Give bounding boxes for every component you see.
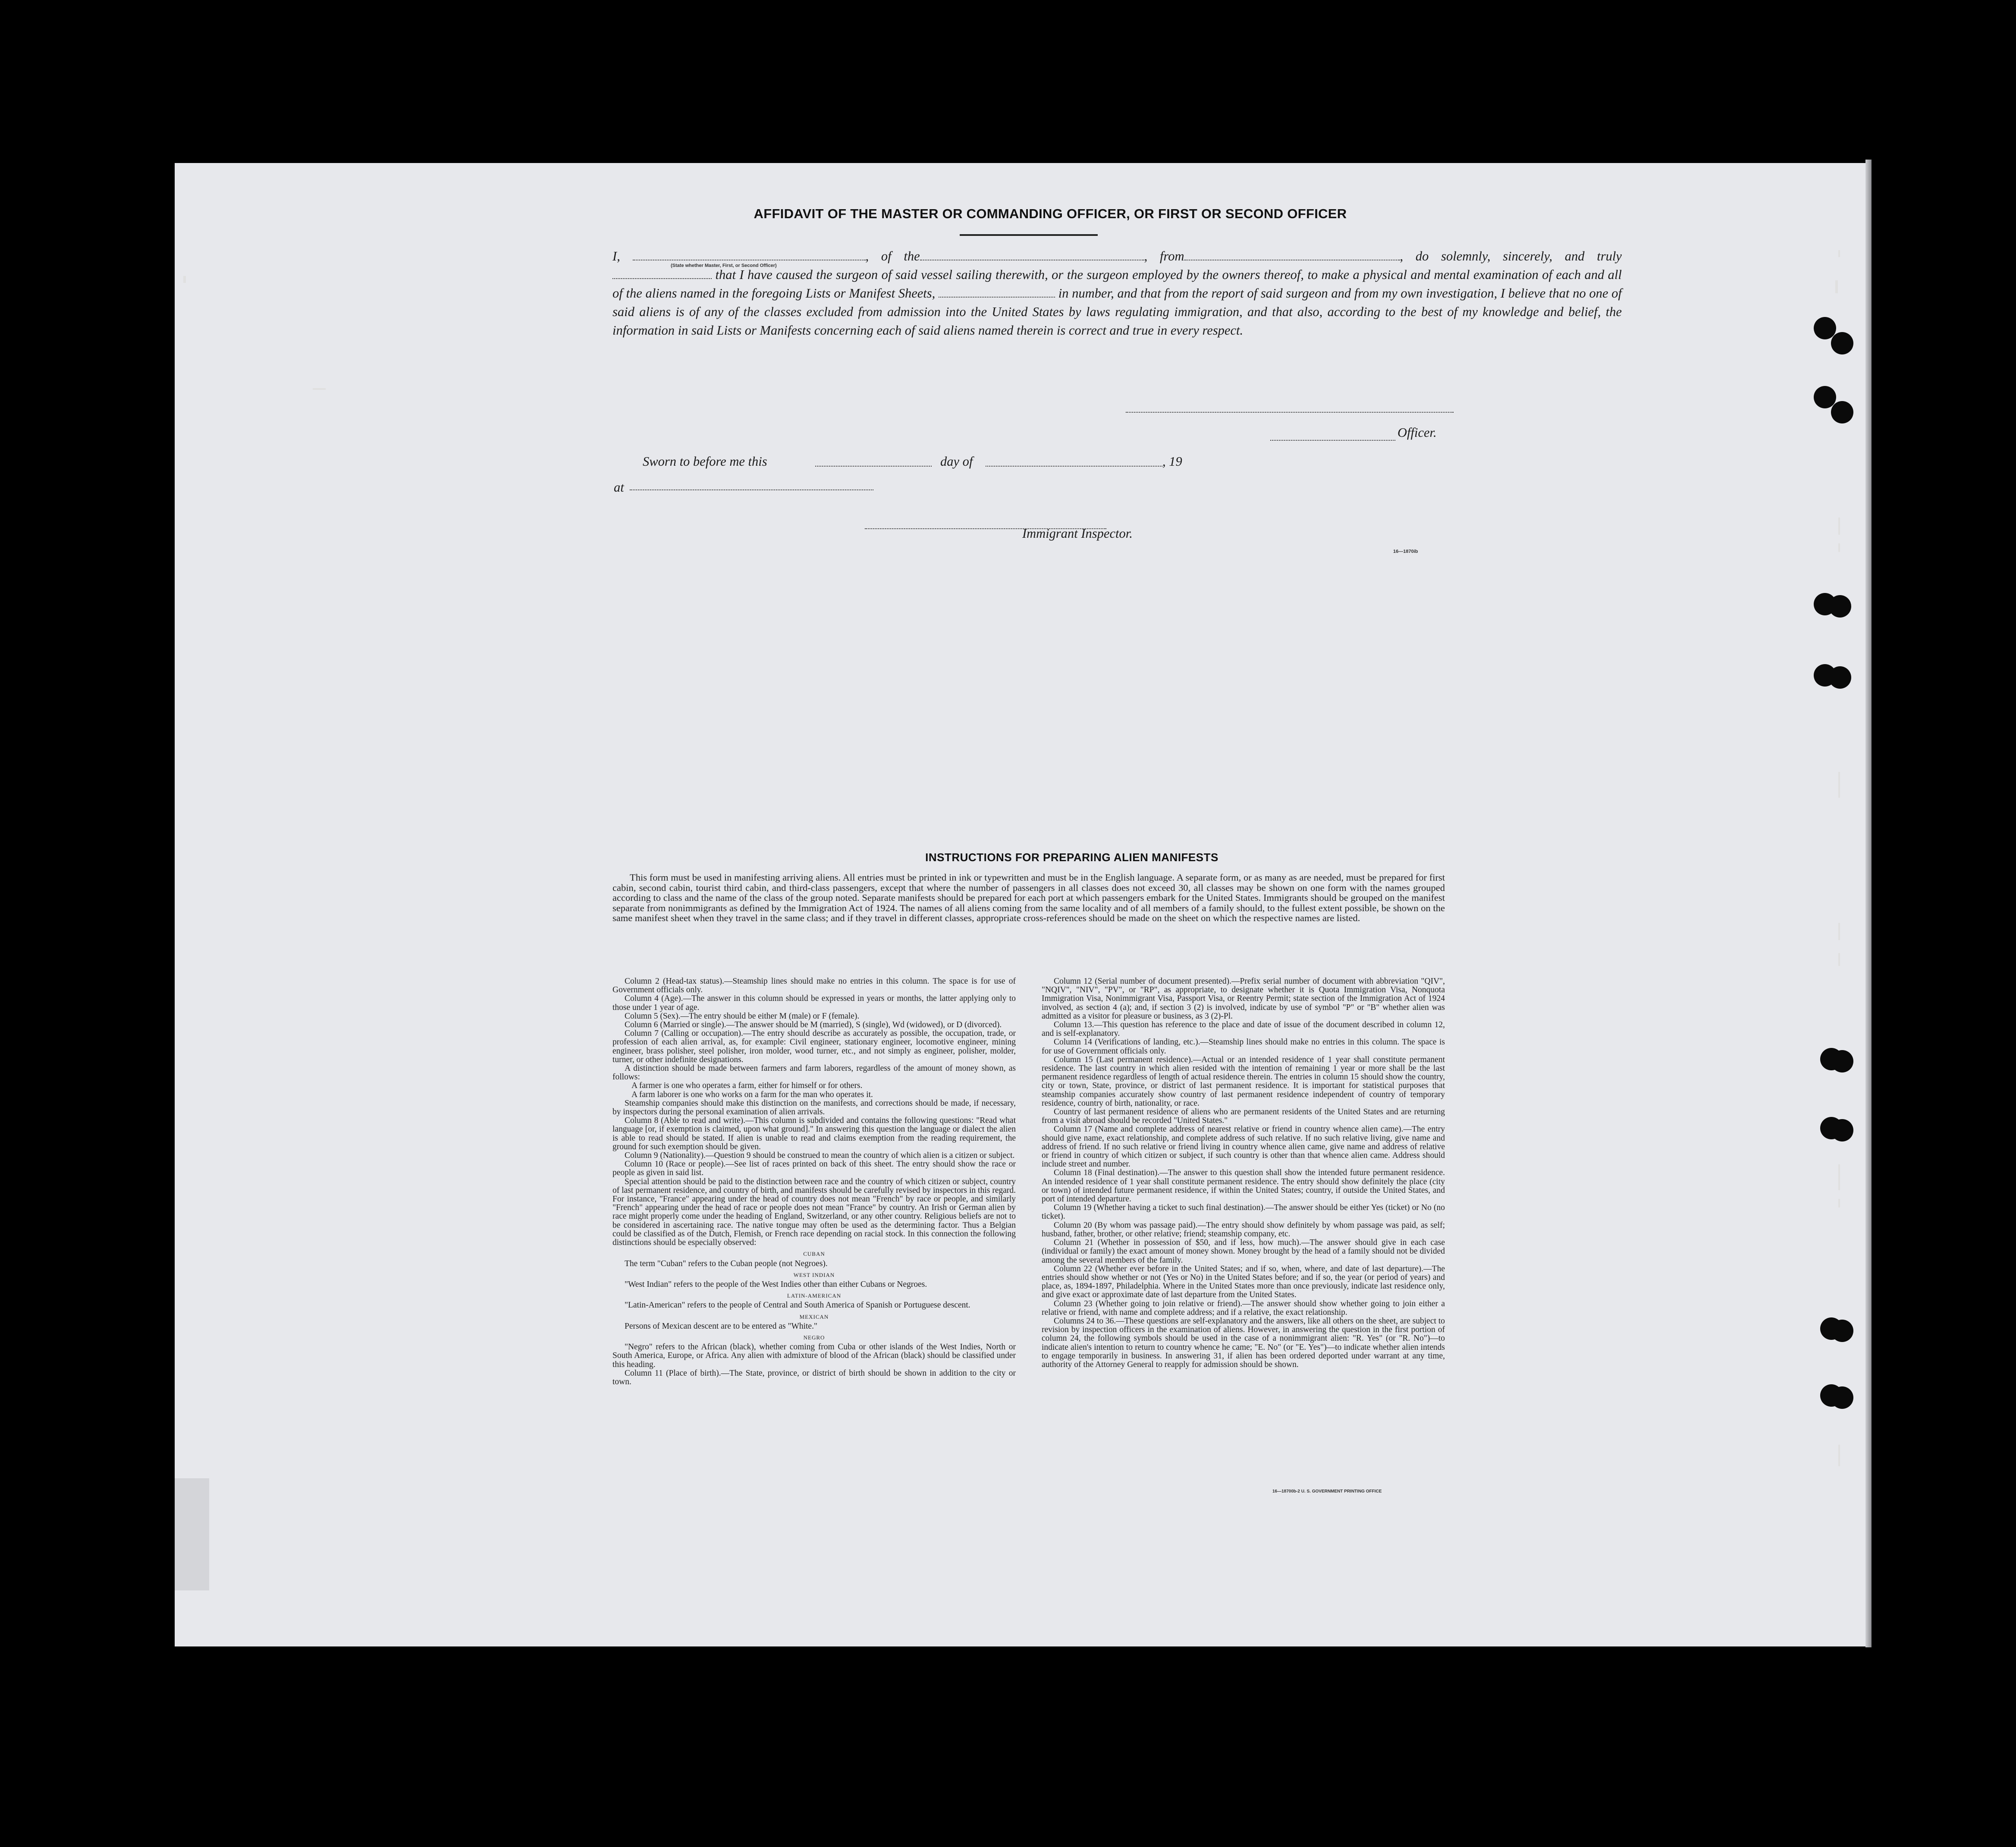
farmer-distinction-text: A distinction should be made between farmers and farm laborers, regardless of the amount of money shown, as follows:: [612, 1064, 1016, 1082]
margin-mark: [1838, 953, 1840, 966]
column-11-text: Column 11 (Place of birth).—The State, province, or district of birth should be shown in addition to the city or town.: [612, 1368, 1016, 1386]
steamship-note: Steamship companies should make this distinction on the manifests, and corrections should be made, if necessary, by inspectors during the personal examination of alien arrivals.: [612, 1098, 1016, 1117]
affidavit-text: , do solemnly, sincerely, and truly: [1400, 249, 1622, 263]
paper-edge-shadow: [1865, 160, 1872, 1647]
affidavit-text: , from: [1144, 249, 1184, 263]
column-14-text: Column 14 (Verifications of landing, etc.).—Steamship lines should make no entries in this column. The space is for use of Government officials only.: [1042, 1038, 1445, 1056]
column-8-text: Column 8 (Able to read and write).—This column is subdivided and contains the following questions: "Read what language [or, if exemption is claimed, upon what ground]." In answering this question the language or dialect the alien is able to read should be stated. If alien is unable to read and claims exemption from the reading requirement, the ground for such exemption should be given.: [612, 1116, 1016, 1151]
affidavit-text: I,: [612, 249, 633, 263]
column-15-text: Column 15 (Last permanent residence).—Actual or an intended residence of 1 year shall constitute permanent residence. The last country in which alien resided with the intention of remaining 1 year or more shall be the last permanent residence regardless of length of actual residence therein. The entries in column 15 should show the country, city or town, State, province, or district of last permanent residence. It is important for statistical purposes that steamship companies accurately show country of last permanent residence independent of country of temporary residence, country of birth, nationality, or race.: [1042, 1055, 1445, 1108]
column-6-text: Column 6 (Married or single).—The answer should be M (married), S (single), Wd (widowed), or D (divorced).: [625, 1020, 1002, 1030]
west-indian-heading: WEST INDIAN: [793, 1271, 835, 1278]
column-22-text: Column 22 (Whether ever before in the United States; and if so, when, where, and date of last departure).—The entries should show whether or not (Yes or No) in the United States before; and if so, the year (or period of years) and place, as, 1894-1897, Philadelphia. Where in the United States more than once previously, indicate last residence only, and give exact or approximate date of last departure from the United States.: [1042, 1264, 1445, 1300]
farmer-definition: A farmer is one who operates a farm, either for himself or for others.: [631, 1081, 863, 1091]
latin-american-heading: LATIN-AMERICAN: [787, 1292, 842, 1299]
instructions-intro: This form must be used in manifesting arriving aliens. All entries must be printed in ink or typewritten and must be in the English language. A separate form, or as many as are needed, must be prepared for first cabin, second cabin, tourist third cabin, and third-class passengers, except that where the number of passengers in all classes does not exceed 30, all classes may be shown on one form with the names grouped according to class and the name of the class of the group noted. Separate manifests should be prepared for each port at which passengers embark for the United States. Immigrants should be grouped on the manifest separate from nonimmigrants as defined by the Immigration Act of 1924. The names of all aliens coming from the same locality and of all members of a family should, to the fullest extent possible, be shown on the same manifest sheet when they travel in the same class; and if they travel in different classes, appropriate cross-references should be made on the sheet on which the respective names are listed.: [612, 872, 1445, 923]
left-edge-mark: [183, 276, 186, 283]
column-23-text: Column 23 (Whether going to join relative or friend).—The answer should show whether going to join either a relative or friend, with name and complete address; and if a relative, the exact relationship.: [1042, 1299, 1445, 1317]
column-19-text: Column 19 (Whether having a ticket to such final destination).—The answer should be either Yes (ticket) or No (no ticket).: [1042, 1203, 1445, 1221]
punch-hole: [1831, 1050, 1853, 1072]
column-4-text: Column 4 (Age).—The answer in this column should be expressed in years or months, the latter applying only to those under 1 year of age.: [612, 994, 1016, 1012]
margin-mark: [1838, 1199, 1840, 1207]
affidavit-text: , of the: [865, 249, 920, 263]
column-18-text: Column 18 (Final destination).—The answer to this question shall show the intended future permanent residence. An intended residence of 1 year shall constitute permanent residence. The entry should show definitely the place (city or town) of intended future permanent residence, if within the United States; country, if outside the United States, and port of intended departure.: [1042, 1168, 1445, 1204]
sworn-label: Sworn to before me this: [643, 454, 767, 469]
margin-mark: [1838, 1164, 1840, 1190]
officer-signature-line[interactable]: [1126, 411, 1454, 413]
margin-mark: [1838, 517, 1840, 535]
margin-mark: [1838, 772, 1840, 798]
oath-blank[interactable]: [612, 269, 712, 279]
mexican-heading: MEXICAN: [799, 1313, 829, 1320]
sworn-place-line[interactable]: [630, 489, 873, 490]
margin-mark: [1838, 1445, 1840, 1466]
affidavit-text: that I have caused the surgeon of said vessel sailing therewith, or the surgeon employed by the owners thereof, to make a physical and mental examination of each and all of the aliens named in the foregoing Lists or Manifest Sheets,: [612, 267, 1622, 301]
punch-hole: [1831, 401, 1853, 423]
latin-american-text: "Latin-American" refers to the people of Central and South America of Spanish or Portuguese descent.: [625, 1301, 970, 1310]
printing-office-footer: 16—18700b-2 U. S. GOVERNMENT PRINTING OFFICE: [1272, 1489, 1382, 1494]
column-2-text: Column 2 (Head-tax status).—Steamship lines should make no entries in this column. The space is for use of Government officials only.: [612, 977, 1016, 995]
sheet-count-blank[interactable]: [939, 287, 1055, 298]
column-7-text: Column 7 (Calling or occupation).—The entry should describe as accurately as possible, the occupation, trade, or profession of each alien arrival, as, for example: Civil engineer, stationary engineer, locomotive engineer, mining engineer, brass polisher, steel polisher, iron molder, wood turner, etc., and not simply as engineer, polisher, molder, turner, or other indefinite designations.: [612, 1029, 1016, 1064]
punch-hole: [1831, 1320, 1853, 1342]
vessel-name-blank[interactable]: [920, 250, 1144, 260]
document-page: [175, 163, 1865, 1646]
officer-rank-blank[interactable]: [633, 250, 866, 260]
margin-mark: [1838, 923, 1840, 940]
negro-text: "Negro" refers to the African (black), whether coming from Cuba or other islands of the West Indies, North or South America, Europe, or Africa. Any alien with admixture of blood of the African (black) should be classified under this heading.: [612, 1342, 1016, 1369]
margin-mark: [1835, 280, 1838, 293]
columns-24-36-text: Columns 24 to 36.—These questions are self-explanatory and the answers, like all others on the sheet, are subject to revision by inspection officers in the examination of aliens. However, in answering the question in the first portion of column 24, the following symbols should be used in the case of a nonimmigrant alien: "R. Yes" (or "R. No")—to indicate alien's intention to return to country whence he came; "E. No" (or "E. Yes")—to indicate whether alien intends to engage temporarily in business. In answering 31, if alien has been ordered deported under warrant at any time, authority of the Attorney General to reapply for admission should be shown.: [1042, 1316, 1445, 1369]
inspector-label: Immigrant Inspector.: [1022, 526, 1133, 541]
mexican-text: Persons of Mexican descent are to be entered as "White.": [625, 1321, 817, 1331]
punch-hole: [1831, 1119, 1853, 1141]
punch-hole: [1814, 386, 1836, 408]
margin-mark: [1838, 250, 1840, 257]
port-from-blank[interactable]: [1184, 250, 1400, 260]
column-13-text: Column 13.—This question has reference to the place and date of issue of the document described in column 12, and is self-explanatory.: [1042, 1020, 1445, 1038]
affidavit-text: in number, and that from the report of said surgeon and from my own investigation, I believe that no one of said aliens is of any of the classes excluded from admission into the United States by laws regulating immigration, and that also, according to the best of my knowledge and belief, the information in said Lists or Manifests concerning each of said aliens named therein is correct and true in every respect.: [612, 286, 1622, 338]
instructions-title: INSTRUCTIONS FOR PREPARING ALIEN MANIFESTS: [925, 851, 1218, 864]
column-17-text: Column 17 (Name and complete address of nearest relative or friend in country whence alien came).—The entry should give name, exact relationship, and complete address of such relative. If no such relative living, give name and address of friend. If no such relative or friend living in country whence alien came, give name and address of relative or friend in country of which citizen or subject, if such country is other than that whence alien came. Address should include street and number.: [1042, 1125, 1445, 1169]
officer-title-line[interactable]: [1270, 439, 1395, 441]
column-5-text: Column 5 (Sex).—The entry should be either M (male) or F (female).: [625, 1011, 860, 1021]
instructions-right-column: [1042, 977, 1445, 1369]
column-20-text: Column 20 (By whom was passage paid).—The entry should show definitely by whom passage was paid, as self; husband, father, brother, or other relative; friend; steamship company, etc.: [1042, 1220, 1445, 1239]
race-distinction-text: Special attention should be paid to the distinction between race and the country of which citizen or subject, country of last permanent residence, and country of birth, and manifests should be carefully revised by inspectors in this regard. For instance, "France" appearing under the head of country does not mean "French" by race or people, and similarly "French" appearing under the head of race or people does not mean "France" by country. An Irish or German alien by race might properly come under the heading of England, Switzerland, or any other country. Religious beliefs are not to be considered in ascertaining race. The native tongue may often be used as the determining factor. Thus a Belgian could be classified as of the Dutch, Flemish, or French race depending on racial stock. In this connection the following distinctions should be especially observed:: [612, 1177, 1016, 1248]
affidavit-title: AFFIDAVIT OF THE MASTER OR COMMANDING OFFICER, OR FIRST OR SECOND OFFICER: [754, 206, 1347, 221]
punch-hole: [1829, 595, 1851, 618]
cuban-text: The term "Cuban" refers to the Cuban people (not Negroes).: [625, 1259, 828, 1268]
day-of-label: day of: [940, 454, 973, 469]
sworn-month-line[interactable]: [986, 465, 1162, 467]
punch-hole: [1831, 332, 1853, 354]
affidavit-body: [612, 247, 1622, 340]
instructions-left-column: [612, 977, 1016, 1386]
column-9-text: Column 9 (Nationality).—Question 9 should be construed to mean the country of which alien is a citizen or subject.: [625, 1151, 1015, 1160]
punch-hole: [1814, 317, 1836, 339]
at-label: at: [614, 480, 624, 495]
form-number: 16—1870ib: [1393, 549, 1418, 554]
cuban-heading: CUBAN: [803, 1251, 825, 1257]
farm-laborer-definition: A farm laborer is one who works on a farm for the man who operates it.: [631, 1090, 873, 1099]
officer-label: Officer.: [1397, 425, 1437, 440]
punch-hole: [1831, 1386, 1853, 1409]
title-underline: [960, 234, 1098, 236]
west-indian-text: "West Indian" refers to the people of the West Indies other than either Cubans or Negroes.: [625, 1279, 927, 1289]
column-21-text: Column 21 (Whether in possession of $50, and if less, how much).—The answer should give in each case (individual or family) the exact amount of money shown. Money brought by the head of a family should not be divided among the several members of the family.: [1042, 1238, 1445, 1265]
us-residence-text: Country of last permanent residence of aliens who are permanent residents of the United States and are returning from a visit abroad should be recorded "United States.": [1042, 1107, 1445, 1126]
left-edge-mark: [313, 388, 326, 390]
edge-smudge: [175, 1478, 209, 1590]
sworn-day-line[interactable]: [815, 465, 932, 467]
column-12-text: Column 12 (Serial number of document presented).—Prefix serial number of document with abbreviation "QIV", "NQIV", "NIV", "PV", or "RP", as appropriate, to designate whether it is Quota Immigration Visa, Nonquota Immigration Visa, Nonimmigrant Visa, Passport Visa, or Reentry Permit; state section of the Immigration Act of 1924 involved, as section 4 (a); and, if section 3 (2) is involved, indicate by use of symbol "P" or "B" whether alien was admitted as a visitor for pleasure or business, as 3 (2)-Pl.: [1042, 977, 1445, 1021]
margin-mark: [1838, 543, 1840, 552]
column-10-text: Column 10 (Race or people).—See list of races printed on back of this sheet. The entry should show the race or people as given in said list.: [612, 1160, 1016, 1178]
rank-note: (State whether Master, First, or Second Officer): [671, 263, 777, 268]
year-label: , 19: [1162, 454, 1182, 469]
negro-heading: NEGRO: [803, 1334, 825, 1341]
punch-hole: [1829, 666, 1851, 689]
